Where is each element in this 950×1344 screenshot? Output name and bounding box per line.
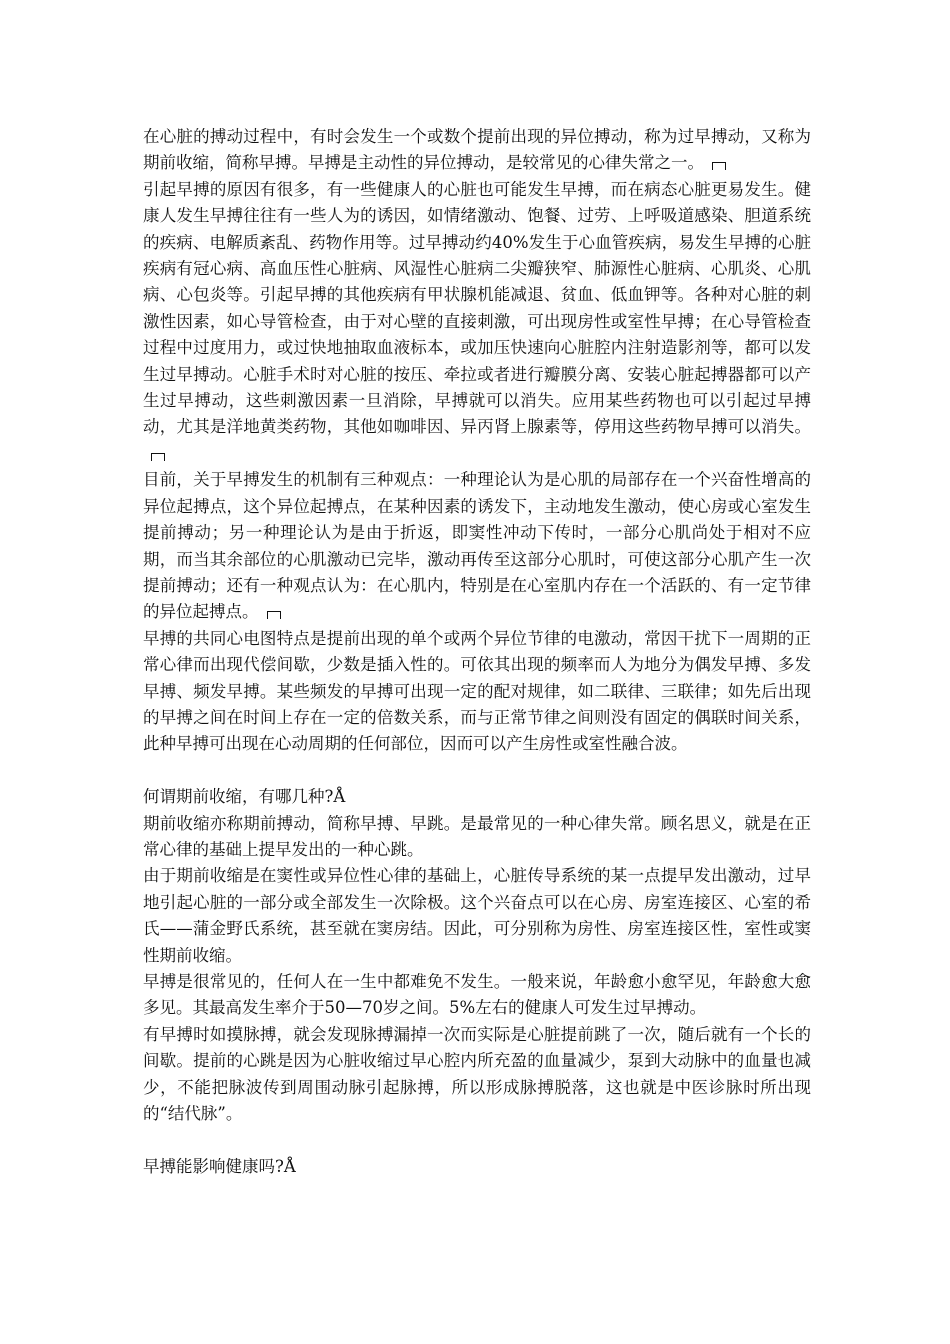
- blank-line: [143, 758, 811, 784]
- section-heading-health: 早搏能影响健康吗?Å: [143, 1156, 296, 1176]
- paragraph-mark-icon: [267, 611, 281, 619]
- paragraph-definition: 在心脏的搏动过程中，有时会发生一个或数个提前出现的异位搏动，称为过早搏动，又称为期前收缩，简称早搏。早搏是主动性的异位搏动，是较常见的心律失常之一。: [143, 127, 811, 173]
- paragraph-causes: 引起早搏的原因有很多，有一些健康人的心脏也可能发生早搏，而在病态心脏更易发生。健康人发生早搏往往有一些人为的诱因，如情绪激动、饱餐、过劳、上呼吸道感染、胆道系统的疾病、电解质紊乱、药物作用等。过早搏动约40%发生于心血管疾病，易发生早搏的心脏疾病有冠心病、高血压性心脏病、风湿性心脏病二尖瓣狭窄、肺源性心脏病、心肌炎、心肌病、心包炎等。引起早搏的其他疾病有甲状腺机能减退、贫血、低血钾等。各种对心脏的刺激性因素，如心导管检查，由于对心壁的直接刺激，可出现房性或室性早搏；在心导管检查过程中过度用力，或过快地抽取血液标本，或加压快速向心脏腔内注射造影剂等，都可以发生过早搏动。心脏手术时对心脏的按压、牵拉或者进行瓣膜分离、安装心脏起搏器都可以产生过早搏动，这些刺激因素一旦消除，早搏就可以消失。应用某些药物也可以引起过早搏动，尤其是洋地黄类药物，其他如咖啡因、异丙肾上腺素等，停用这些药物早搏可以消失。: [143, 177, 811, 467]
- paragraph-ecg-features: 早搏的共同心电图特点是提前出现的单个或两个异位节律的电激动，常因干扰下一周期的正常心律而出现代偿间歇，少数是插入性的。可依其出现的频率而人为地分为偶发早搏、多发早搏、频发早搏。某些频发的早搏可出现一定的配对规律，如二联律、三联律；如先后出现的早搏之间在时间上存在一定的倍数关系，而与正常节律之间则没有固定的偶联时间关系，此种早搏可出现在心动周期的任何部位，因而可以产生房性或室性融合波。: [143, 628, 811, 754]
- paragraph-definition-2: 期前收缩亦称期前搏动，简称早搏、早跳。是最常见的一种心律失常。顾名思义，就是在正常心律的基础上提早发出的一种心跳。: [143, 813, 811, 859]
- document-body: [143, 124, 811, 1180]
- blank-line: [143, 1127, 811, 1153]
- paragraph-mechanism: 目前，关于早搏发生的机制有三种观点：一种理论认为是心肌的局部存在一个兴奋性增高的异位起搏点，这个异位起搏点，在某种因素的诱发下，主动地发生激动，使心房或心室发生提前搏动；另一种理论认为是由于折返，即窦性冲动下传时，一部分心肌尚处于相对不应期，而当其余部位的心肌激动已完毕，激动再传至这部分心肌时，可使这部分心肌产生一次提前搏动；还有一种观点认为：在心肌内，特别是在心室肌内存在一个活跃的、有一定节律的异位起搏点。: [143, 470, 811, 622]
- paragraph-mark-icon: [712, 162, 726, 170]
- paragraph-mark-icon: [151, 453, 165, 461]
- paragraph-types: 由于期前收缩是在窦性或异位性心律的基础上，心脏传导系统的某一点提早发出激动，过早地引起心脏的一部分或全部发生一次除极。这个兴奋点可以在心房、房室连接区、心室的希氏——蒲金野氏系统，甚至就在窦房结。因此，可分别称为房性、房室连接区性，室性或窦性期前收缩。: [143, 866, 811, 965]
- section-heading-what-is: 何谓期前收缩，有哪几种?Å: [143, 787, 346, 807]
- paragraph-prevalence: 早搏是很常见的，任何人在一生中都难免不发生。一般来说，年龄愈小愈罕见，年龄愈大愈多见。其最高发生率介于50—70岁之间。5%左右的健康人可发生过早搏动。: [143, 971, 811, 1018]
- paragraph-pulse: 有早搏时如摸脉搏，就会发现脉搏漏掉一次而实际是心脏提前跳了一次，随后就有一个长的间歇。提前的心跳是因为心脏收缩过早心腔内所充盈的血量减少，泵到大动脉中的血量也减少，不能把脉波传到周围动脉引起脉搏，所以形成脉搏脱落，这也就是中医诊脉时所出现的“结代脉”。: [143, 1024, 811, 1124]
